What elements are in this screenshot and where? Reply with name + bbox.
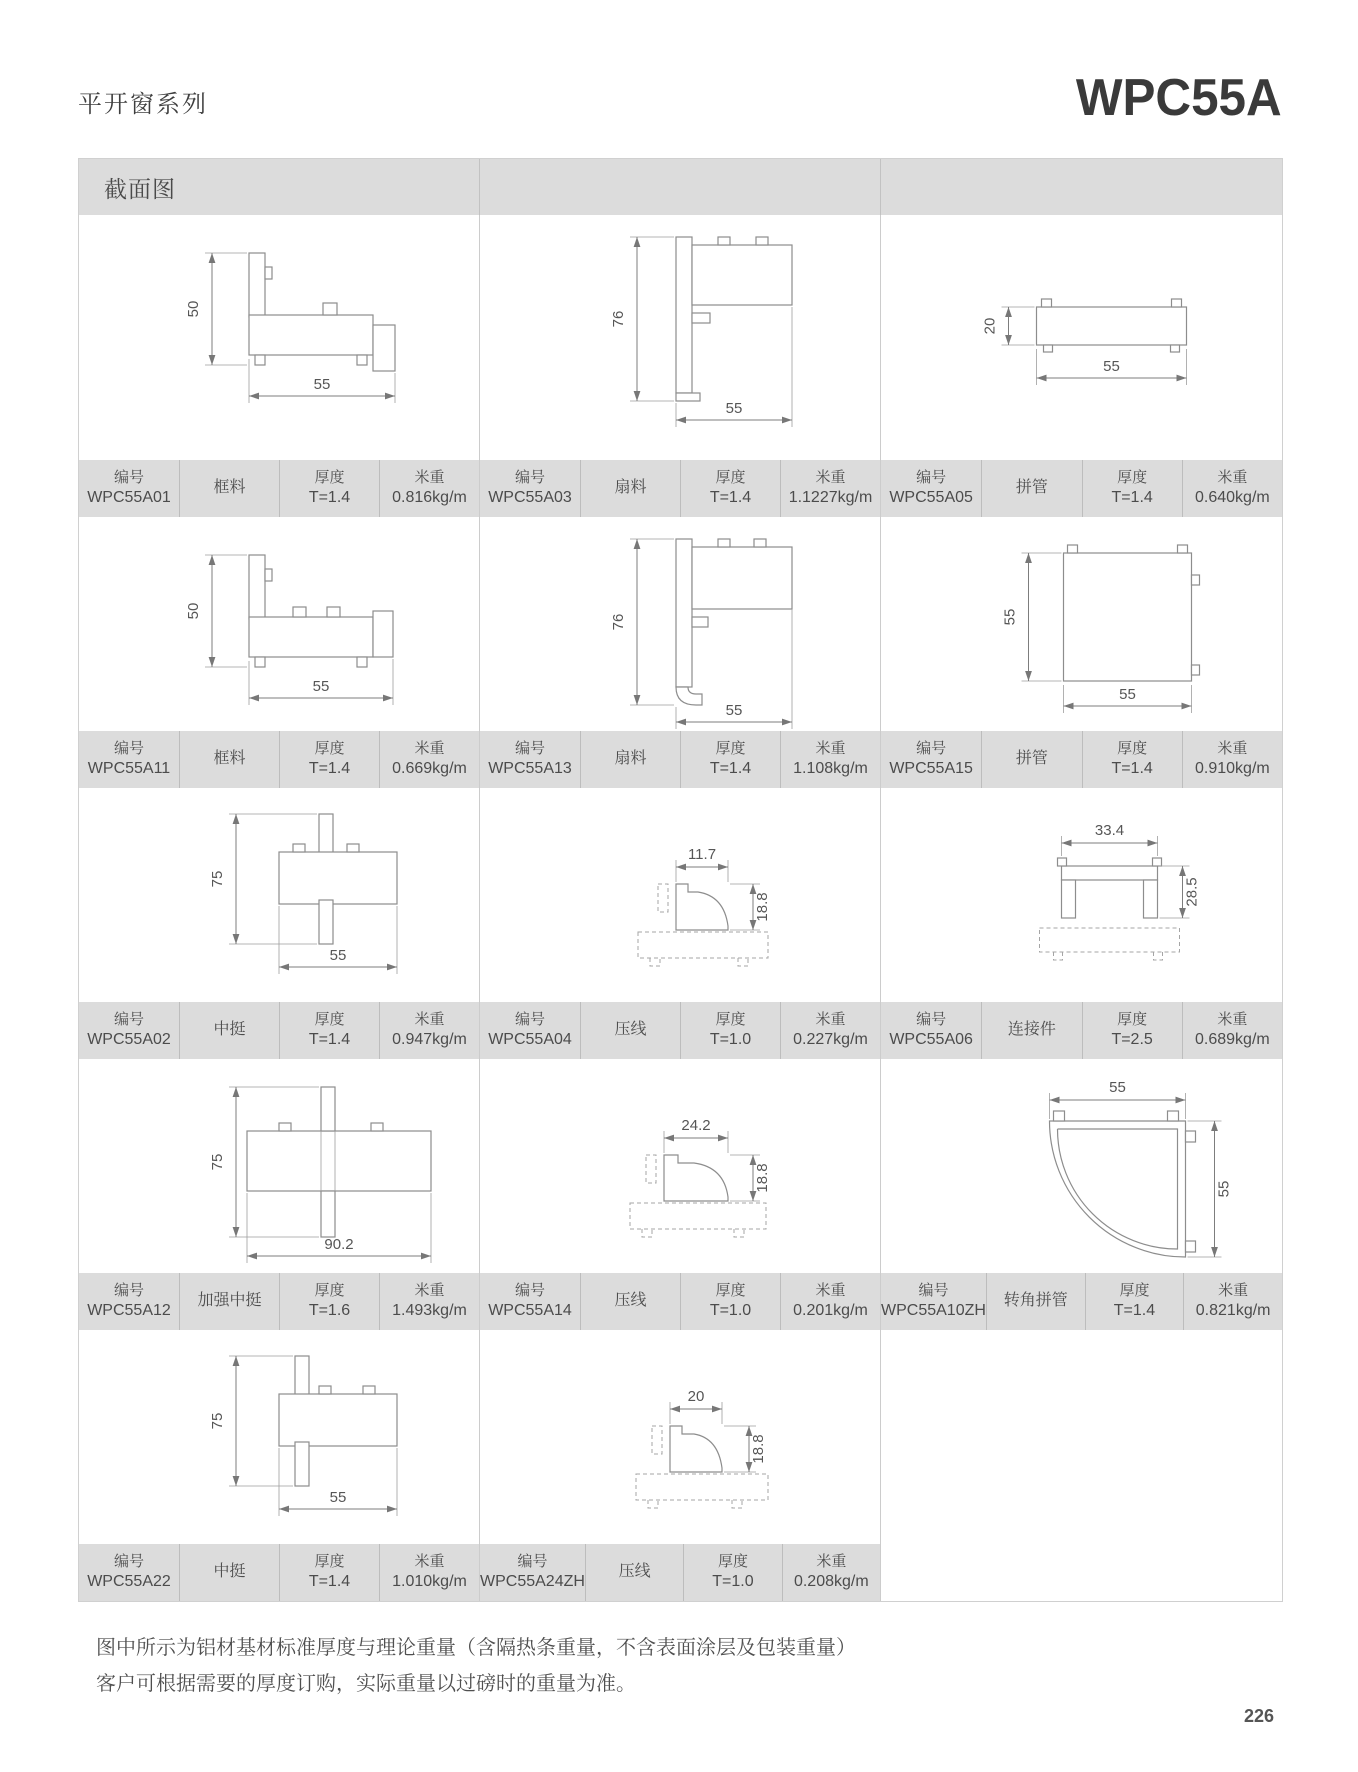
profile-cell xyxy=(881,1059,1282,1330)
spec-weight xyxy=(780,731,880,788)
profile-outline xyxy=(676,237,792,401)
dimension-width xyxy=(1062,822,1158,856)
spec-weight xyxy=(780,1273,880,1330)
dimension-height xyxy=(730,1155,771,1201)
dimension-width xyxy=(279,906,397,974)
profile-drawing xyxy=(480,1330,880,1544)
profile-sketch xyxy=(881,215,1282,460)
weight-value: 1.493kg/m xyxy=(392,1301,467,1319)
thickness-value: T=1.4 xyxy=(709,759,752,777)
spec-type xyxy=(179,1544,279,1601)
profile-sketch xyxy=(881,517,1282,731)
code-value: WPC55A13 xyxy=(488,759,572,777)
spec-row xyxy=(480,1002,880,1059)
type-value: 连接件 xyxy=(1007,1021,1056,1039)
code-label: 编号 xyxy=(916,1011,947,1029)
page-number: 226 xyxy=(1244,1706,1275,1726)
spec-weight xyxy=(780,460,880,517)
weight-label: 米重 xyxy=(414,469,445,487)
thickness-value: T=1.4 xyxy=(308,759,351,777)
code-value: WPC55A03 xyxy=(488,488,572,506)
profile-cell xyxy=(480,215,881,517)
spec-thickness xyxy=(279,731,379,788)
weight-value: 0.821kg/m xyxy=(1195,1301,1271,1319)
dim-width-label: 55 xyxy=(1109,1079,1126,1096)
spec-thickness xyxy=(1082,460,1182,517)
profile-cell xyxy=(79,215,480,517)
thickness-value: T=1.6 xyxy=(308,1301,351,1319)
profile-drawing xyxy=(881,517,1282,731)
spec-code xyxy=(881,1273,986,1330)
dim-height-label: 55 xyxy=(1001,608,1019,626)
spec-thickness xyxy=(680,460,780,517)
spec-code xyxy=(881,731,981,788)
weight-value: 1.010kg/m xyxy=(392,1572,467,1590)
dimension-height xyxy=(610,539,674,705)
spec-weight xyxy=(782,1544,880,1601)
code-value: WPC55A22 xyxy=(87,1572,171,1590)
profile-sketch xyxy=(79,788,479,1002)
profile-table xyxy=(78,158,1283,1602)
thickness-value: T=1.4 xyxy=(308,1572,351,1590)
dimension-height xyxy=(1160,866,1201,918)
code-label: 编号 xyxy=(916,740,947,758)
spec-row xyxy=(79,731,479,788)
spec-row xyxy=(79,460,479,517)
spec-type xyxy=(179,1273,279,1330)
thickness-value: T=1.0 xyxy=(709,1030,752,1048)
spec-weight xyxy=(379,1002,479,1059)
profile-sketch xyxy=(79,1059,479,1273)
dim-width-label: 90.2 xyxy=(324,1236,354,1253)
dim-height-label: 50 xyxy=(185,300,202,318)
profile-outline xyxy=(1037,299,1187,352)
series-title: 平开窗系列 xyxy=(78,91,208,118)
profile-cell xyxy=(79,1330,480,1601)
dimension-height xyxy=(982,307,1035,345)
code-label: 编号 xyxy=(113,1282,144,1300)
thickness-value: T=1.4 xyxy=(1111,759,1153,777)
thickness-value: T=2.5 xyxy=(1111,1030,1153,1048)
profile-sketch xyxy=(79,215,479,460)
code-value: WPC55A01 xyxy=(87,488,171,506)
type-value: 拼管 xyxy=(1015,479,1048,497)
spec-type xyxy=(179,1002,279,1059)
weight-value: 1.108kg/m xyxy=(793,759,868,777)
dim-height-label: 75 xyxy=(209,1412,226,1430)
code-label: 编号 xyxy=(113,1011,144,1029)
code-label: 编号 xyxy=(916,469,947,487)
dimension-width xyxy=(249,659,393,705)
dim-height-label: 76 xyxy=(610,613,627,631)
spec-row xyxy=(881,1273,1282,1330)
thickness-label: 厚度 xyxy=(715,740,746,758)
spec-weight xyxy=(1182,1002,1282,1059)
profile-cell xyxy=(79,1059,480,1330)
spec-row xyxy=(79,1544,479,1601)
code-label: 编号 xyxy=(514,469,545,487)
dimension-height xyxy=(185,555,247,667)
type-value: 扇料 xyxy=(614,479,647,497)
spec-thickness xyxy=(279,1002,379,1059)
profile-drawing xyxy=(881,788,1282,1002)
spec-type xyxy=(981,1002,1081,1059)
profile-cell xyxy=(480,1059,881,1330)
dim-width-label: 55 xyxy=(329,947,347,964)
profile-sketch xyxy=(480,517,880,731)
table-header-cell xyxy=(79,159,480,215)
code-label: 编号 xyxy=(113,469,144,487)
weight-value: 0.208kg/m xyxy=(793,1572,869,1590)
profile-outline xyxy=(249,555,393,667)
type-value: 压线 xyxy=(614,1021,647,1039)
footnote-line-2: 客户可根据需要的厚度订购，实际重量以过磅时的重量为准。 xyxy=(96,1673,636,1695)
profile-sketch xyxy=(480,788,880,1002)
spec-code xyxy=(480,1273,580,1330)
spec-code xyxy=(881,1002,981,1059)
profile-sketch xyxy=(480,215,880,460)
empty-drawing-area xyxy=(881,1330,1282,1544)
profile-drawing xyxy=(480,215,880,460)
profile-cell xyxy=(881,215,1282,517)
thickness-value: T=1.4 xyxy=(1111,488,1153,506)
footnote xyxy=(96,1630,856,1702)
footnote-line-1: 图中所示为铝材基材标准厚度与理论重量（含隔热条重量，不含表面涂层及包装重量） xyxy=(96,1637,856,1659)
code-label: 编号 xyxy=(918,1282,949,1300)
dimension-height xyxy=(185,253,247,365)
spec-thickness xyxy=(680,731,780,788)
spec-type xyxy=(981,731,1081,788)
thickness-value: T=1.4 xyxy=(308,1030,351,1048)
dim-width-label: 11.7 xyxy=(687,846,717,863)
dim-width-label: 55 xyxy=(725,702,743,719)
thickness-label: 厚度 xyxy=(1119,1282,1150,1300)
thickness-label: 厚度 xyxy=(717,1553,748,1571)
weight-value: 0.201kg/m xyxy=(793,1301,868,1319)
profile-sketch xyxy=(881,788,1282,1002)
dim-height-label: 18.8 xyxy=(754,1163,771,1193)
weight-value: 0.669kg/m xyxy=(392,759,467,777)
weight-label: 米重 xyxy=(1218,1282,1249,1300)
spec-code xyxy=(881,460,981,517)
profile-sketch xyxy=(480,1059,880,1273)
weight-label: 米重 xyxy=(414,1282,445,1300)
profile-outline xyxy=(247,1087,431,1237)
dim-width-label: 55 xyxy=(1103,358,1120,375)
dim-width-label: 24.2 xyxy=(681,1117,711,1134)
code-label: 编号 xyxy=(514,740,545,758)
profile-outline xyxy=(664,1155,728,1201)
profile-sketch xyxy=(79,1330,479,1544)
weight-label: 米重 xyxy=(1217,1011,1248,1029)
thickness-value: T=1.0 xyxy=(709,1301,752,1319)
weight-label: 米重 xyxy=(815,1282,846,1300)
dimension-height xyxy=(724,1426,767,1472)
type-value: 扇料 xyxy=(614,750,647,768)
spec-type xyxy=(179,731,279,788)
profile-drawing xyxy=(79,788,479,1002)
dim-height-label: 75 xyxy=(209,1153,226,1171)
code-value: WPC55A11 xyxy=(87,759,171,777)
spec-code xyxy=(79,731,179,788)
profile-drawing xyxy=(480,517,880,731)
spec-code xyxy=(79,1544,179,1601)
profile-drawing xyxy=(79,215,479,460)
code-value: WPC55A05 xyxy=(889,488,973,506)
thickness-label: 厚度 xyxy=(314,1011,345,1029)
code-value: WPC55A02 xyxy=(87,1030,171,1048)
code-value: WPC55A24ZH xyxy=(480,1572,585,1590)
empty-spec-area xyxy=(881,1544,1282,1601)
code-label: 编号 xyxy=(113,1553,144,1571)
profile-drawing xyxy=(480,1059,880,1273)
dimension-width xyxy=(664,1117,728,1153)
spec-thickness xyxy=(680,1002,780,1059)
code-label: 编号 xyxy=(113,740,144,758)
table-header-cell xyxy=(480,159,881,215)
profile-drawing xyxy=(79,1059,479,1273)
spec-code xyxy=(79,460,179,517)
spec-row xyxy=(480,460,880,517)
weight-label: 米重 xyxy=(414,740,445,758)
spec-weight xyxy=(1182,731,1282,788)
spec-row xyxy=(480,1544,880,1601)
dimension-width xyxy=(676,307,792,427)
spec-type xyxy=(986,1273,1085,1330)
spec-code xyxy=(480,460,580,517)
profile-cell xyxy=(480,517,881,788)
type-value: 压线 xyxy=(614,1292,647,1310)
type-value: 转角拼管 xyxy=(1003,1292,1068,1310)
spec-code xyxy=(480,1544,585,1601)
profile-drawing xyxy=(480,788,880,1002)
type-value: 压线 xyxy=(618,1563,651,1581)
thickness-value: T=1.4 xyxy=(308,488,351,506)
dimension-width xyxy=(1037,349,1187,385)
dim-width-label: 20 xyxy=(687,1388,705,1405)
code-value: WPC55A14 xyxy=(488,1301,572,1319)
spec-code xyxy=(480,731,580,788)
spec-code xyxy=(480,1002,580,1059)
model-code-title: WPC55A xyxy=(1076,69,1282,127)
weight-value: 0.816kg/m xyxy=(392,488,467,506)
spec-thickness xyxy=(279,460,379,517)
thickness-label: 厚度 xyxy=(314,1553,345,1571)
profile-outline xyxy=(1064,545,1200,681)
profile-cell xyxy=(480,1330,881,1601)
spec-thickness xyxy=(279,1544,379,1601)
weight-value: 0.689kg/m xyxy=(1195,1030,1270,1048)
spec-thickness xyxy=(680,1273,780,1330)
profile-sketch xyxy=(79,517,479,731)
spec-thickness xyxy=(1082,1002,1182,1059)
dimension-width xyxy=(1050,1079,1186,1119)
dim-height-label: 50 xyxy=(185,602,202,620)
dim-height-label: 55 xyxy=(1215,1180,1233,1198)
thickness-value: T=1.4 xyxy=(1113,1301,1156,1319)
profile-drawing xyxy=(79,1330,479,1544)
profile-drawing xyxy=(79,517,479,731)
spec-code xyxy=(79,1273,179,1330)
profile-cell xyxy=(79,517,480,788)
dimension-height xyxy=(730,884,771,930)
profile-cell xyxy=(881,517,1282,788)
dim-width-label: 55 xyxy=(329,1489,347,1506)
dim-height-label: 18.8 xyxy=(754,892,771,922)
spec-row xyxy=(79,1273,479,1330)
weight-label: 米重 xyxy=(815,1011,846,1029)
spec-weight xyxy=(1183,1273,1282,1330)
weight-label: 米重 xyxy=(816,1553,847,1571)
profile-outline xyxy=(279,1356,397,1486)
spec-type xyxy=(580,731,680,788)
thickness-label: 厚度 xyxy=(314,469,345,487)
thickness-label: 厚度 xyxy=(1117,469,1148,487)
type-value: 框料 xyxy=(213,750,246,768)
thickness-label: 厚度 xyxy=(715,1282,746,1300)
profile-sketch xyxy=(480,1330,880,1544)
thickness-label: 厚度 xyxy=(715,1011,746,1029)
type-value: 框料 xyxy=(213,479,246,497)
spec-weight xyxy=(379,1273,479,1330)
dimension-height xyxy=(610,237,674,401)
thickness-label: 厚度 xyxy=(314,1282,345,1300)
spec-weight xyxy=(379,1544,479,1601)
spec-weight xyxy=(780,1002,880,1059)
weight-label: 米重 xyxy=(815,740,846,758)
dim-height-label: 28.5 xyxy=(1183,877,1201,907)
weight-value: 0.947kg/m xyxy=(392,1030,467,1048)
spec-type xyxy=(580,1002,680,1059)
weight-value: 0.640kg/m xyxy=(1195,488,1270,506)
code-value: WPC55A06 xyxy=(889,1030,973,1048)
profile-drawing xyxy=(881,1059,1282,1273)
spec-thickness xyxy=(279,1273,379,1330)
code-value: WPC55A12 xyxy=(87,1301,171,1319)
dim-height-label: 20 xyxy=(981,317,999,335)
dim-width-label: 33.4 xyxy=(1094,822,1125,839)
type-value: 中挺 xyxy=(213,1021,246,1039)
type-value: 拼管 xyxy=(1015,750,1048,768)
thickness-label: 厚度 xyxy=(1117,740,1148,758)
mating-profile-dashed xyxy=(1040,928,1180,960)
spec-row xyxy=(881,460,1282,517)
spec-weight xyxy=(1182,460,1282,517)
spec-thickness xyxy=(683,1544,781,1601)
weight-value: 0.227kg/m xyxy=(793,1030,868,1048)
dim-width-label: 55 xyxy=(313,376,331,393)
dim-height-label: 76 xyxy=(610,310,627,328)
dimension-width xyxy=(676,846,728,882)
profile-outline xyxy=(670,1426,722,1472)
code-value: WPC55A10ZH xyxy=(881,1301,986,1319)
spec-code xyxy=(79,1002,179,1059)
profile-outline xyxy=(676,539,792,705)
dimension-width xyxy=(1064,685,1192,713)
weight-label: 米重 xyxy=(815,469,846,487)
spec-row xyxy=(480,731,880,788)
spec-type xyxy=(179,460,279,517)
profile-sketch xyxy=(881,1059,1282,1273)
dim-height-label: 75 xyxy=(209,870,226,888)
profile-drawing xyxy=(881,215,1282,460)
thickness-label: 厚度 xyxy=(314,740,345,758)
weight-label: 米重 xyxy=(414,1011,445,1029)
dim-width-label: 55 xyxy=(312,678,330,695)
weight-value: 1.1227kg/m xyxy=(788,488,873,506)
weight-label: 米重 xyxy=(1217,740,1248,758)
code-value: WPC55A15 xyxy=(889,759,973,777)
spec-thickness xyxy=(1085,1273,1184,1330)
spec-row xyxy=(79,1002,479,1059)
dim-width-label: 55 xyxy=(1119,686,1136,703)
spec-weight xyxy=(379,731,479,788)
profile-cell xyxy=(480,788,881,1059)
spec-type xyxy=(981,460,1081,517)
type-value: 加强中挺 xyxy=(197,1292,262,1310)
dimension-height xyxy=(1002,553,1062,681)
spec-thickness xyxy=(1082,731,1182,788)
thickness-value: T=1.4 xyxy=(709,488,752,506)
dimension-width xyxy=(670,1388,722,1424)
profile-outline xyxy=(676,884,728,930)
dim-height-label: 18.8 xyxy=(750,1434,767,1464)
spec-row xyxy=(881,731,1282,788)
code-label: 编号 xyxy=(514,1282,545,1300)
spec-type xyxy=(585,1544,683,1601)
spec-row xyxy=(881,1002,1282,1059)
profile-outline xyxy=(279,814,397,944)
empty-cell xyxy=(881,1330,1282,1601)
weight-label: 米重 xyxy=(1217,469,1248,487)
weight-value: 0.910kg/m xyxy=(1195,759,1270,777)
dim-width-label: 55 xyxy=(725,400,743,417)
spec-row xyxy=(480,1273,880,1330)
thickness-value: T=1.0 xyxy=(712,1572,754,1590)
code-label: 编号 xyxy=(514,1011,545,1029)
dimension-width xyxy=(247,1193,431,1263)
profile-cell xyxy=(79,788,480,1059)
spec-type xyxy=(580,1273,680,1330)
table-header-cell xyxy=(881,159,1282,215)
profile-outline xyxy=(249,253,395,371)
type-value: 中挺 xyxy=(213,1563,246,1581)
thickness-label: 厚度 xyxy=(715,469,746,487)
weight-label: 米重 xyxy=(414,1553,445,1571)
section-header-label: 截面图 xyxy=(104,175,176,202)
profile-outline xyxy=(1050,1111,1196,1257)
code-label: 编号 xyxy=(517,1553,548,1571)
thickness-label: 厚度 xyxy=(1117,1011,1148,1029)
spec-type xyxy=(580,460,680,517)
spec-weight xyxy=(379,460,479,517)
code-value: WPC55A04 xyxy=(488,1030,572,1048)
profile-outline xyxy=(1058,858,1162,918)
profile-cell xyxy=(881,788,1282,1059)
